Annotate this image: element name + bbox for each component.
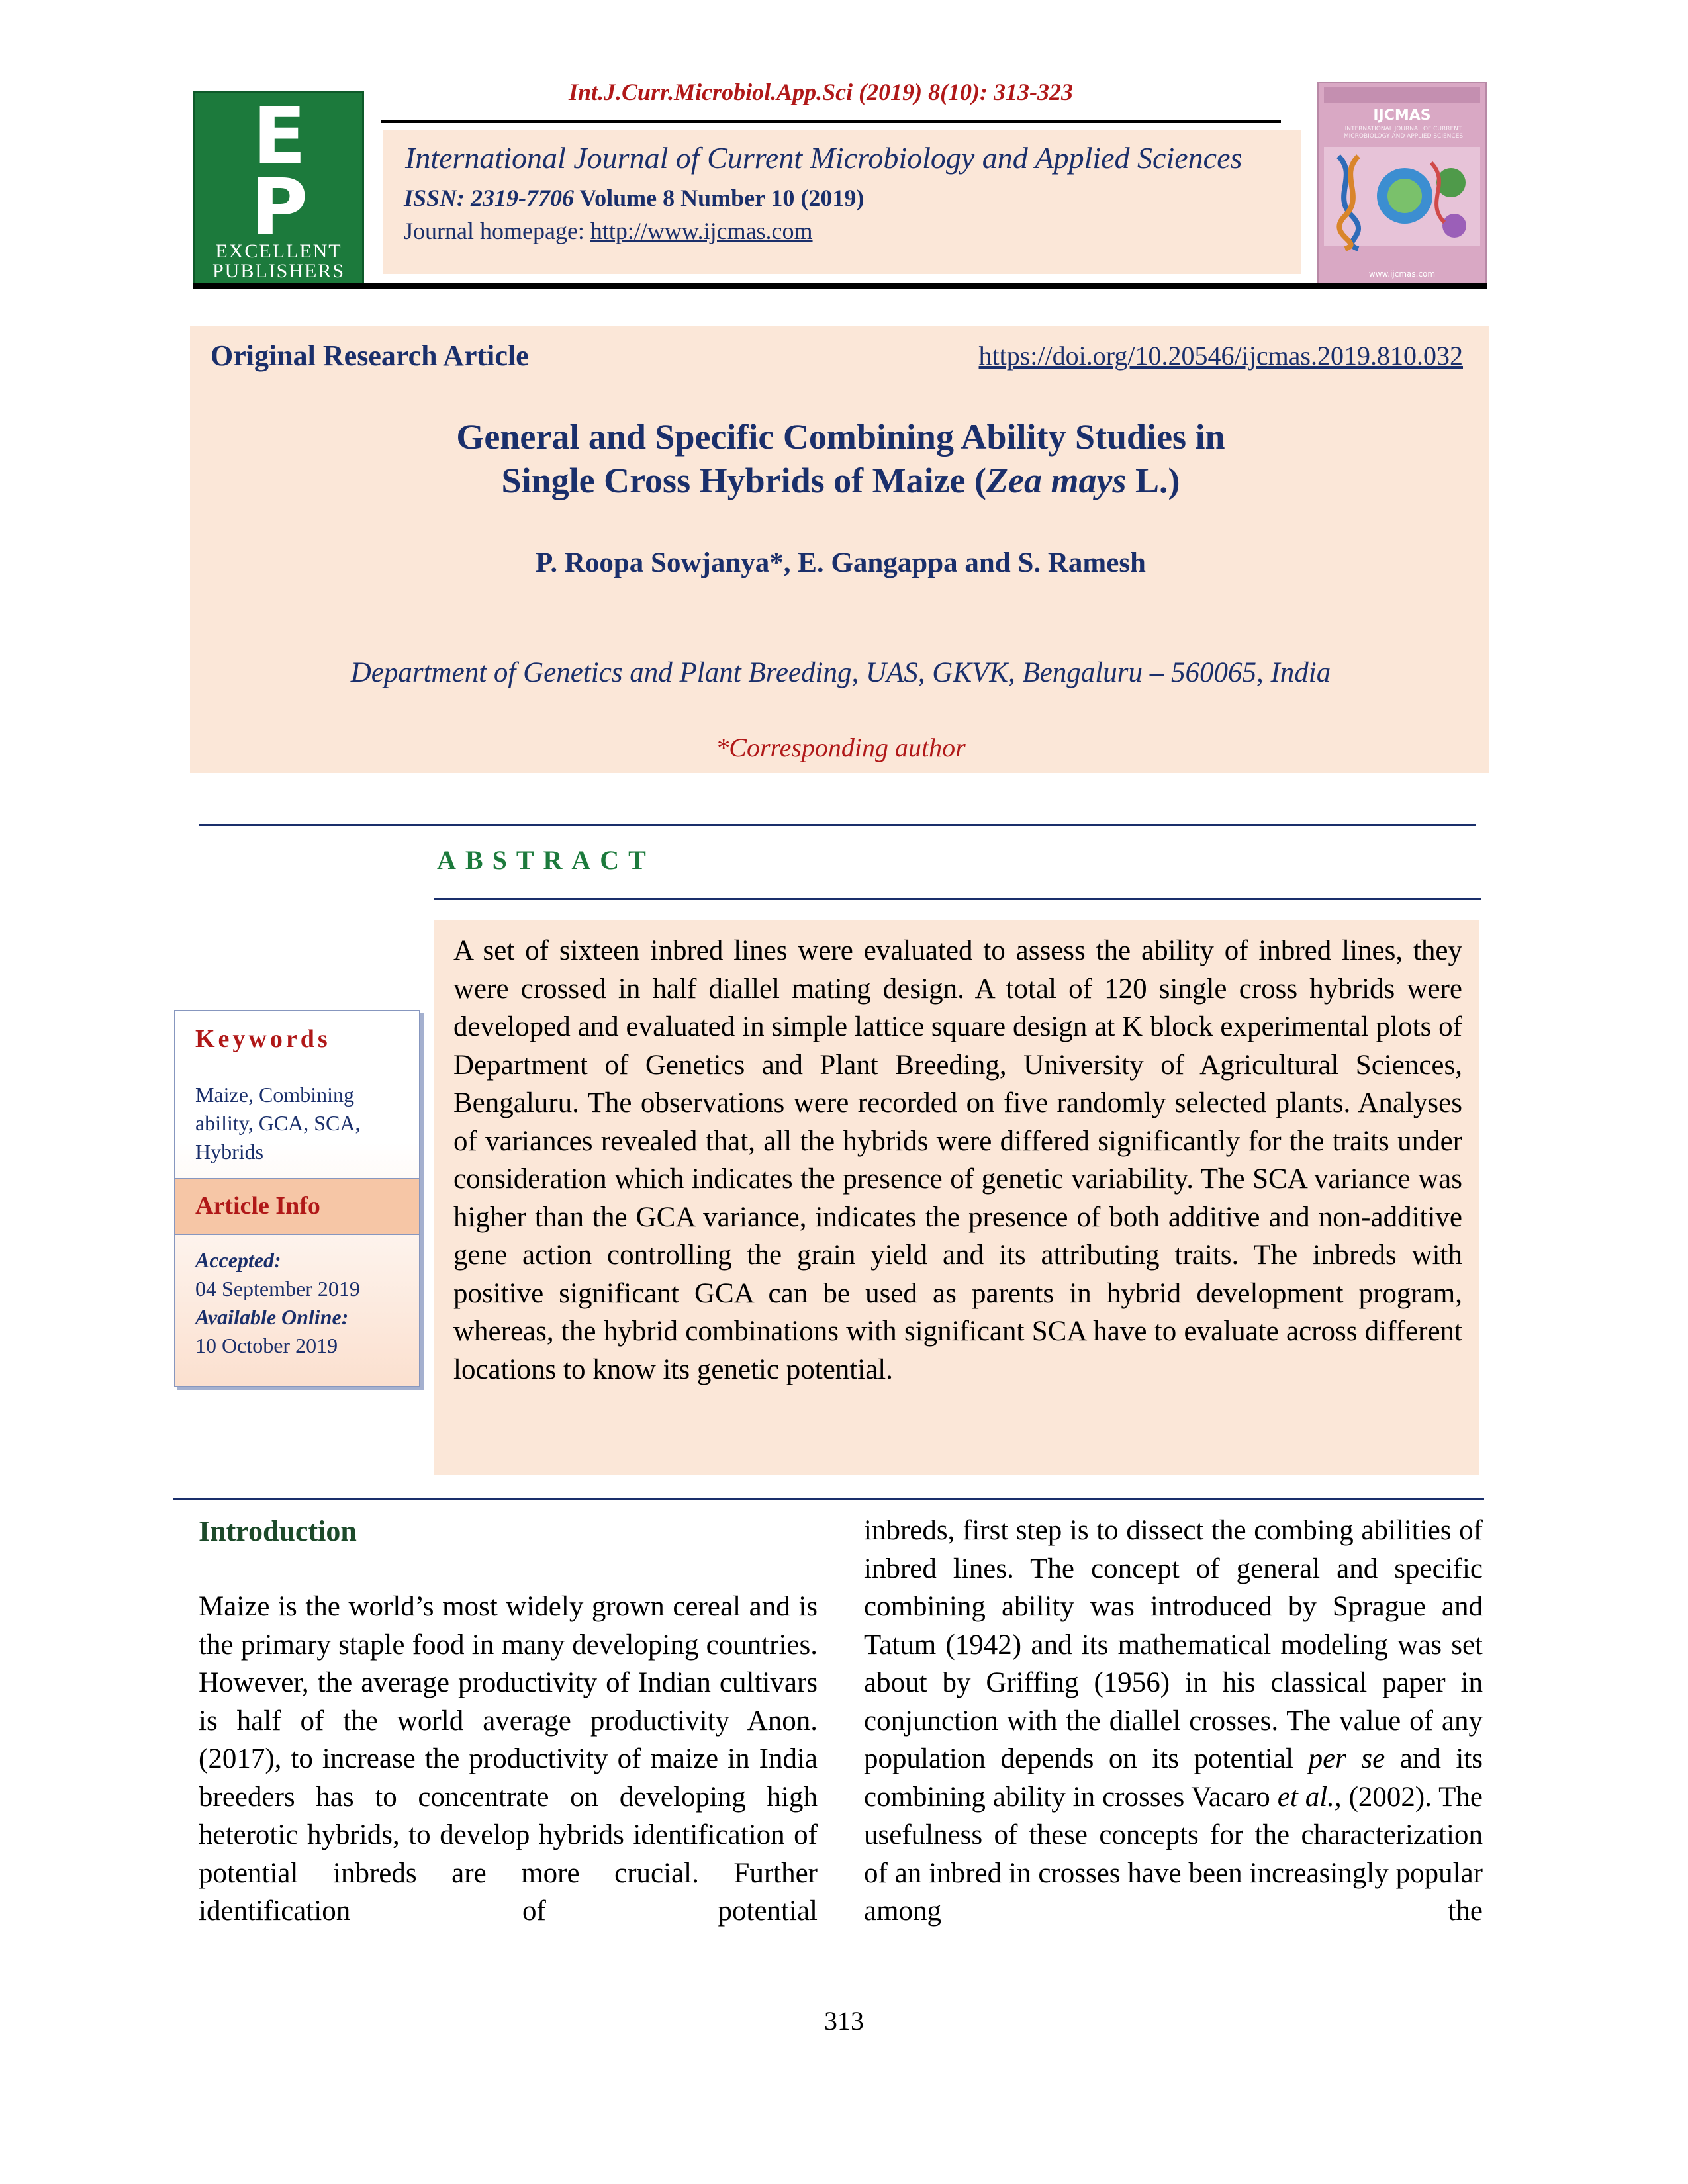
affiliation: Department of Genetics and Plant Breeding, UAS, GKVK, Bengaluru – 560065, India [350, 657, 1331, 688]
introduction-heading: Introduction [199, 1515, 357, 1547]
publisher-logo-letters: E P [250, 90, 307, 253]
title-line-1: General and Specific Combining Ability Studies in [456, 417, 1225, 457]
species-name: Zea mays [986, 461, 1127, 500]
authors: P. Roopa Sowjanya*, E. Gangappa and S. Ramesh [536, 547, 1146, 578]
homepage-link[interactable]: http://www.ijcmas.com [590, 218, 813, 244]
keywords-list: Maize, Combining ability, GCA, SCA, Hybrids [195, 1083, 361, 1163]
cover-subtitle: INTERNATIONAL JOURNAL OF CURRENT MICROBIOLOGY AND APPLIED SCIENCES [1343, 126, 1464, 140]
publisher-logo-line2: PUBLISHERS [212, 260, 346, 282]
journal-citation: Int.J.Curr.Microbiol.App.Sci (2019) 8(10): 313-323 [568, 79, 1074, 105]
homepage-label: Journal homepage: [404, 218, 590, 244]
available-online-label: Available Online: [195, 1305, 349, 1329]
accepted-date: 04 September 2019 [195, 1277, 360, 1300]
corresponding-author-note: *Corresponding author [716, 733, 966, 762]
volume-info: Volume 8 Number 10 (2019) [574, 185, 865, 211]
abstract-box [434, 920, 1479, 1475]
doi-link[interactable]: https://doi.org/10.20546/ijcmas.2019.810.032 [978, 341, 1463, 371]
page-number: 313 [824, 2006, 864, 2036]
cover-title: IJCMAS [1373, 107, 1431, 124]
article-info-bar [175, 1178, 419, 1235]
title-line-2: Single Cross Hybrids of Maize (Zea mays L.) [501, 461, 1180, 500]
abstract-heading: ABSTRACT [437, 845, 655, 875]
abstract-text: A set of sixteen inbred lines were evaluated to assess the ability of inbred lines, they were crossed in half diallel mating design. A total of 120 single cross hybrids were developed and evaluated in simple lattice square design at K block experimental plots of Department of Genetics and Plant Breeding, University of Agricultural Sciences, Bengaluru. The observations were recorded on five randomly selected plants. Analyses of variances revealed that, all the hybrids were differed significantly for the traits under consideration which indicates the presence of genetic variability. The SCA variance was higher than the GCA variance, indicates the presence of both additive and non-additive gene action controlling the grain yield and its attributing traits. The inbreds with positive significant GCA can be used as parents in hybrid development program, whereas, the hybrid combinations with significant SCA have to evaluate across different locations to know its genetic potential. [453, 935, 1462, 1385]
publisher-logo-line1: EXCELLENT [215, 240, 342, 262]
article-info-panel [174, 1010, 420, 1387]
article-info-heading: Article Info [195, 1192, 320, 1220]
issn-line [404, 184, 864, 212]
introduction-left-column: Maize is the world’s most widely grown cereal and is the primary staple food in many developing countries. However, the average productivity of Indian cultivars is half of the world average productivity Anon. (2017), to increase the productivity of maize in India breeders has to concentrate on developing high heterotic hybrids, to develop hybrids identification of potential inbreds are more crucial. Further identification of potential [199, 1591, 818, 1927]
homepage-line [404, 217, 813, 245]
header-rule [381, 120, 1281, 123]
article-dates [195, 1246, 414, 1360]
issn: ISSN: 2319-7706 [404, 185, 575, 211]
journal-cover-image [1317, 82, 1487, 284]
publisher-logo [193, 91, 364, 285]
abstract-rule [434, 898, 1481, 900]
keywords-heading: Keywords [195, 1025, 331, 1053]
journal-name: International Journal of Current Microbiology and Applied Sciences [405, 141, 1243, 175]
article-title [265, 415, 1417, 502]
section-rule [199, 824, 1476, 826]
article-type: Original Research Article [211, 340, 529, 372]
available-online-date: 10 October 2019 [195, 1334, 338, 1357]
body-rule [173, 1498, 1484, 1500]
cover-url: www.ijcmas.com [1368, 269, 1436, 279]
introduction-right-column: inbreds, first step is to dissect the combing abilities of inbred lines. The concept of general and specific combining ability was introduced by Sprague and Tatum (1942) and its mathematical modeling was set about by Griffing (1956) in his classical paper in conjunction with the diallel crosses. The value of any population depends on its potential per se and its combining ability in crosses Vacaro et al., (2002). The usefulness of these concepts for the characterization of an inbred in crosses have been increasingly popular among the [864, 1515, 1483, 1927]
accepted-label: Accepted: [195, 1248, 281, 1272]
header-divider [193, 283, 1487, 289]
